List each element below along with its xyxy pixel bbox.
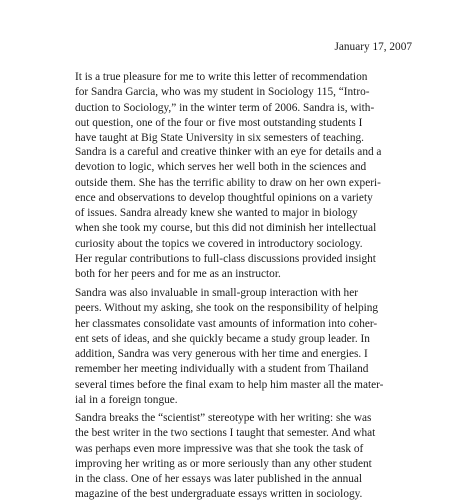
paragraph-line: Sandra is a careful and creative thinker with an eye for details and a [75, 146, 382, 158]
paragraph-line: magazine of the best undergraduate essays written in sociology. [75, 488, 363, 501]
paragraph-line: peers. Without my asking, she took on the responsibility of helping [75, 302, 379, 315]
paragraph-line: have taught at Big State University in six semesters of teaching. [75, 132, 364, 145]
paragraph-line: several times before the final exam to help him master all the mater- [75, 378, 384, 391]
paragraph-line: improving her writing as or more seriously than any other student [75, 457, 372, 470]
paragraph-line: ent sets of ideas, and she quickly became a study group leader. In [75, 332, 370, 345]
paragraph-line: It is a true pleasure for me to write this letter of recommendation [75, 71, 368, 83]
paragraph-line: addition, Sandra was very generous with her time and energies. I [75, 348, 368, 361]
letter-date: January 17, 2007 [334, 41, 412, 53]
paragraph-line: of issues. Sandra already knew she wanted to major in biology [75, 207, 358, 220]
paragraph-line: outside them. She has the terrific ability to draw on her own experi- [75, 176, 381, 189]
paragraph-line: devotion to logic, which serves her well both in the sciences and [75, 161, 367, 174]
paragraph-line: for Sandra Garcia, who was my student in Sociology 115, “Intro- [75, 86, 370, 99]
paragraph-writing [75, 411, 415, 503]
paragraph-line: curiosity about the topics we covered in introductory sociology. [75, 237, 363, 250]
paragraph-line: Sandra breaks the “scientist” stereotype with her writing: she was [75, 412, 372, 424]
paragraph-thinker [75, 145, 415, 283]
paragraph-intro [75, 70, 415, 146]
paragraph-line: the best writer in the two sections I taught that semester. And what [75, 427, 376, 440]
paragraph-line: in the class. One of her essays was later published in the annual [75, 473, 363, 486]
paragraph-line: was perhaps even more impressive was that she took the task of [75, 442, 364, 455]
paragraph-line: out question, one of the four or five most outstanding students I [75, 116, 363, 129]
paragraph-line: ial in a foreign tongue. [75, 394, 178, 407]
paragraph-line: Her regular contributions to full-class discussions provided insight [75, 253, 376, 266]
paragraph-group-work [75, 286, 415, 408]
paragraph-line: ence and observations to develop thoughtful opinions on a variety [75, 191, 373, 204]
paragraph-line: remember her meeting individually with a student from Thailand [75, 363, 369, 376]
paragraph-line: Sandra was also invaluable in small-group interaction with her [75, 287, 358, 299]
paragraph-line: when she took my course, but this did not diminish her intellectual [75, 222, 377, 235]
paragraph-line: duction to Sociology,” in the winter term of 2006. Sandra is, with- [75, 101, 375, 114]
paragraph-line: both for her peers and for me as an instructor. [75, 268, 281, 281]
paragraph-line: her classmates consolidate vast amounts of information into coher- [75, 317, 378, 330]
